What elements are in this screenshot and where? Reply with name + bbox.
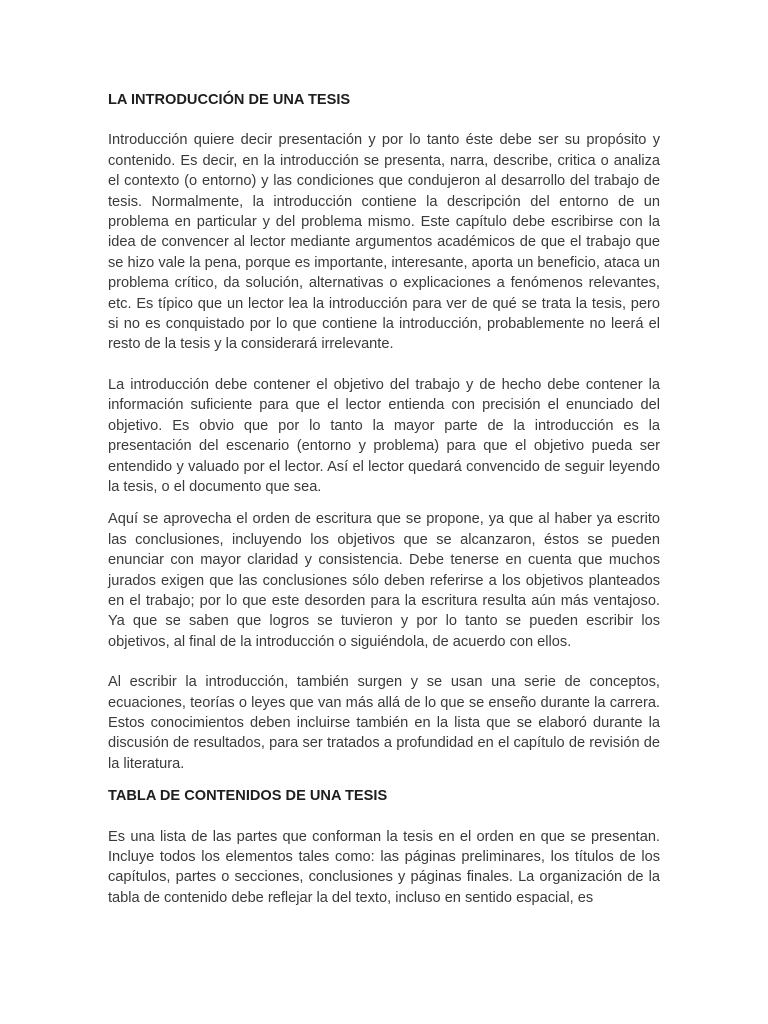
section-heading-introduccion: LA INTRODUCCIÓN DE UNA TESIS [108, 92, 351, 108]
paragraph-3: Aquí se aprovecha el orden de escritura que se propone, ya que al haber ya escrito las conclusiones, incluyendo los objetivos que se alcanzaron, éstos se pueden enunciar con mayor claridad y consistencia. Debe tenerse en cuenta que muchos jurados exigen que las conclusiones sólo deben referirse a los objetivos planteados en el trabajo; por lo que este desorden para la escritura resulta aún más ventajoso. Ya que se saben que logros se tuvieron y por lo tanto se pueden escribir los objetivos, al final de la introducción o siguiéndola, de acuerdo con ellos. [108, 511, 660, 650]
paragraph-1: Introducción quiere decir presentación y por lo tanto éste debe ser su propósito y contenido. Es decir, en la introducción se presenta, narra, describe, critica o analiza el contexto (o entorno) y las condiciones que condujeron al desarrollo del trabajo de tesis. Normalmente, la introducción contiene la descripción del entorno de un problema en particular y del problema mismo. Este capítulo debe escribirse con la idea de convencer al lector mediante argumentos académicos de que el trabajo que se hizo vale la pena, porque es importante, interesante, aporta un beneficio, ataca un problema crítico, da solución, alternativas o explicaciones a fenómenos relevantes, etc. Es típico que un lector lea la introducción para ver de qué se trata la tesis, pero si no es conquistado por lo que contiene la introducción, probablemente no leerá el resto de la tesis y la considerará irrelevante. [108, 132, 660, 353]
paragraph-5: Es una lista de las partes que conforman la tesis en el orden en que se presentan. Incluye todos los elementos tales como: las páginas preliminares, los títulos de los capítulos, partes o secciones, conclusiones y páginas finales. La organización de la tabla de contenido debe reflejar la del texto, incluso en sentido espacial, es [108, 828, 660, 906]
paragraph-2: La introducción debe contener el objetivo del trabajo y de hecho debe contener la información suficiente para que el lector entienda con precisión el enunciado del objetivo. Es obvio que por lo tanto la mayor parte de la introducción es la presentación del escenario (entorno y problema) para que el objetivo pueda ser entendido y valuado por el lector. Así el lector quedará convencido de seguir leyendo la tesis, o el documento que sea. [108, 376, 660, 495]
section-heading-tabla-contenidos: TABLA DE CONTENIDOS DE UNA TESIS [108, 788, 388, 805]
document-page [108, 90, 660, 908]
paragraph-4: Al escribir la introducción, también surgen y se usan una serie de conceptos, ecuaciones, teorías o leyes que van más allá de lo que se enseño durante la carrera. Estos conocimientos deben incluirse también en la lista que se elaboró durante la discusión de resultados, para ser tratados a profundidad en el capítulo de revisión de la literatura. [108, 674, 660, 772]
